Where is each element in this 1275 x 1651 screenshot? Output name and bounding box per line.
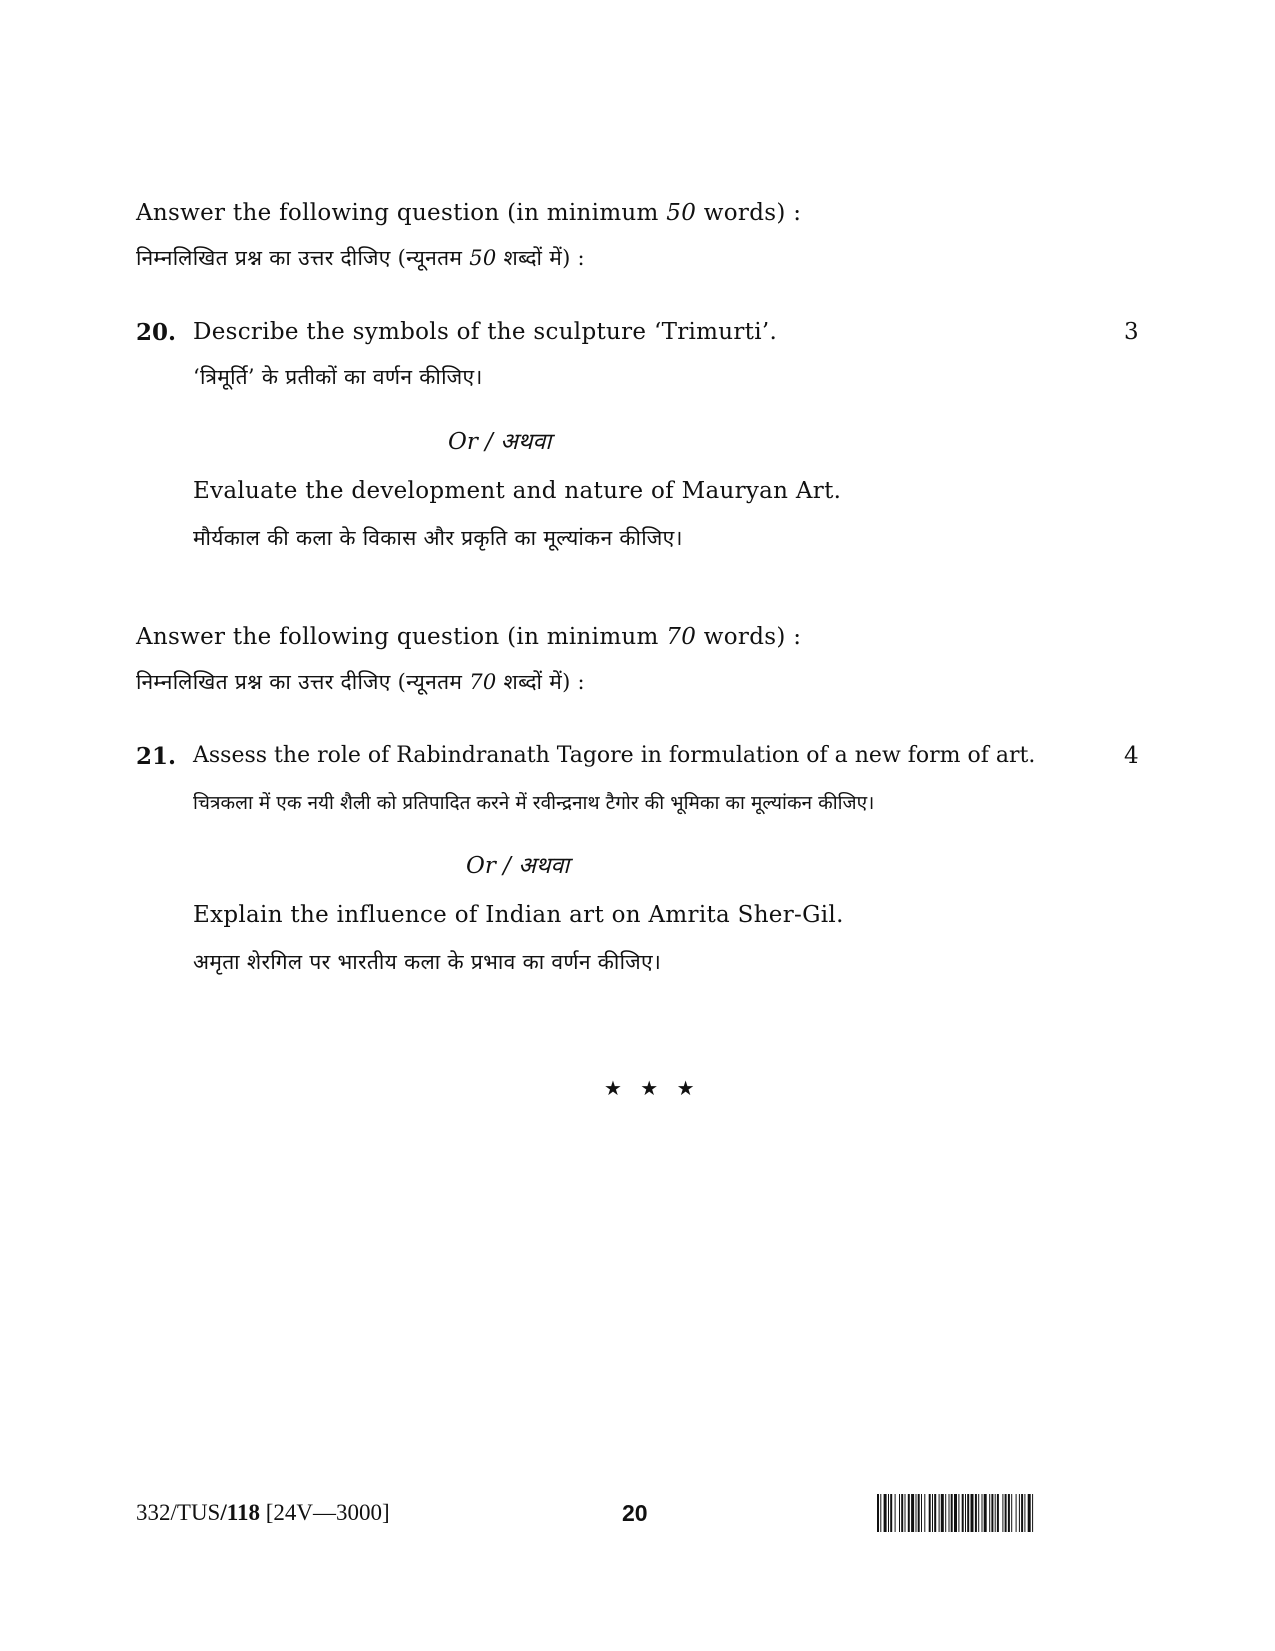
question-20-hindi: ‘त्रिमूर्ति’ के प्रतीकों का वर्णन कीजिए। bbox=[193, 365, 483, 389]
barcode-bar bbox=[1002, 1494, 1003, 1532]
question-21-alt-english: Explain the influence of Indian art on Amrita Sher-Gil. bbox=[193, 902, 844, 928]
barcode-bar bbox=[958, 1494, 959, 1532]
question-21-or: Or / अथवा bbox=[466, 853, 570, 879]
question-21-alt-hindi: अमृता शेरगिल पर भारतीय कला के प्रभाव का वर्णन कीजिए। bbox=[193, 950, 662, 974]
barcode-bar bbox=[901, 1494, 903, 1532]
instruction-text-post: शब्दों में) : bbox=[496, 246, 585, 270]
barcode-bar bbox=[978, 1494, 979, 1532]
barcode-bar bbox=[932, 1494, 933, 1532]
barcode-bar bbox=[1016, 1494, 1017, 1532]
word-count: 70 bbox=[666, 624, 697, 650]
question-20-alt-hindi: मौर्यकाल की कला के विकास और प्रकृति का मूल्यांकन कीजिए। bbox=[193, 526, 683, 550]
instruction-text-pre: निम्नलिखित प्रश्न का उत्तर दीजिए (न्यूनतम bbox=[136, 670, 470, 694]
barcode-bar bbox=[997, 1494, 999, 1532]
barcode-bar bbox=[1019, 1494, 1020, 1532]
barcode-bar bbox=[934, 1494, 936, 1532]
question-number-21: 21. bbox=[136, 743, 177, 770]
barcode-bar bbox=[905, 1494, 906, 1532]
barcode-bar bbox=[1008, 1494, 1010, 1532]
instruction-hindi-1 bbox=[136, 244, 585, 272]
question-21-hindi: चित्रकला में एक नयी शैली को प्रतिपादित करने में रवीन्द्रनाथ टैगोर की भूमिका का मूल्यांकन कीजिए। bbox=[193, 792, 875, 814]
question-20-or: Or / अथवा bbox=[448, 429, 552, 455]
barcode-bar bbox=[890, 1494, 892, 1532]
barcode-bar bbox=[916, 1494, 917, 1532]
barcode-bar bbox=[1011, 1494, 1012, 1532]
barcode-bar bbox=[984, 1494, 987, 1532]
instruction-english-2 bbox=[136, 624, 801, 650]
question-20-marks: 3 bbox=[1124, 319, 1139, 345]
instruction-text-post: words) : bbox=[696, 200, 802, 226]
barcode-bar bbox=[975, 1494, 977, 1532]
barcode-image bbox=[877, 1494, 1139, 1532]
question-21-english: Assess the role of Rabindranath Tagore in formulation of a new form of art. bbox=[193, 743, 1036, 768]
barcode-bar bbox=[989, 1494, 990, 1532]
instruction-text-pre: निम्नलिखित प्रश्न का उत्तर दीजिए (न्यूनतम bbox=[136, 246, 470, 270]
barcode-bar bbox=[884, 1494, 887, 1532]
paper-code-suffix: [24V—3000] bbox=[259, 1500, 390, 1525]
barcode-bar bbox=[967, 1494, 969, 1532]
instruction-text-post: शब्दों में) : bbox=[496, 670, 585, 694]
barcode-bar bbox=[1024, 1494, 1025, 1532]
instruction-english-1 bbox=[136, 200, 801, 226]
barcode-bar bbox=[939, 1494, 940, 1532]
barcode-bar bbox=[965, 1494, 966, 1532]
barcode-bar bbox=[895, 1494, 896, 1532]
barcode-bar bbox=[918, 1494, 920, 1532]
barcode-bar bbox=[951, 1494, 953, 1532]
barcode-bar bbox=[995, 1494, 996, 1532]
barcode-bar bbox=[945, 1494, 946, 1532]
question-21-marks: 4 bbox=[1124, 743, 1139, 769]
barcode-bar bbox=[1005, 1494, 1007, 1532]
barcode-bar bbox=[921, 1494, 922, 1532]
barcode-bar bbox=[1032, 1494, 1033, 1532]
question-20-alt-english: Evaluate the development and nature of Mauryan Art. bbox=[193, 478, 842, 504]
paper-code bbox=[136, 1500, 390, 1526]
barcode-bar bbox=[929, 1494, 931, 1532]
instruction-text-post: words) : bbox=[696, 624, 802, 650]
question-number-20: 20. bbox=[136, 319, 177, 346]
barcode-bar bbox=[888, 1494, 889, 1532]
barcode-bar bbox=[941, 1494, 944, 1532]
barcode-bar bbox=[908, 1494, 910, 1532]
barcode-bar bbox=[962, 1494, 964, 1532]
instruction-text-pre: Answer the following question (in minimum bbox=[136, 200, 667, 226]
paper-code-prefix: 332/TUS bbox=[136, 1500, 221, 1525]
end-marker-stars: ★ ★ ★ bbox=[604, 1076, 701, 1100]
barcode-bar bbox=[877, 1494, 879, 1532]
barcode-bar bbox=[954, 1494, 957, 1532]
question-20-english: Describe the symbols of the sculpture ‘Trimurti’. bbox=[193, 319, 778, 345]
instruction-text-pre: Answer the following question (in minimum bbox=[136, 624, 667, 650]
barcode-bar bbox=[1021, 1494, 1023, 1532]
barcode-bar bbox=[1028, 1494, 1031, 1532]
barcode-bar bbox=[982, 1494, 983, 1532]
barcode-bar bbox=[971, 1494, 974, 1532]
barcode-bar bbox=[991, 1494, 993, 1532]
page-number: 20 bbox=[622, 1500, 648, 1526]
word-count: 50 bbox=[666, 200, 697, 226]
barcode-bar bbox=[911, 1494, 914, 1532]
barcode-bar bbox=[924, 1494, 925, 1532]
paper-code-series: /118 bbox=[220, 1500, 260, 1525]
instruction-hindi-2 bbox=[136, 668, 585, 696]
word-count: 50 bbox=[469, 246, 497, 270]
barcode-bar bbox=[949, 1494, 950, 1532]
word-count: 70 bbox=[469, 670, 497, 694]
barcode-bar bbox=[899, 1494, 900, 1532]
barcode-bar bbox=[880, 1494, 881, 1532]
